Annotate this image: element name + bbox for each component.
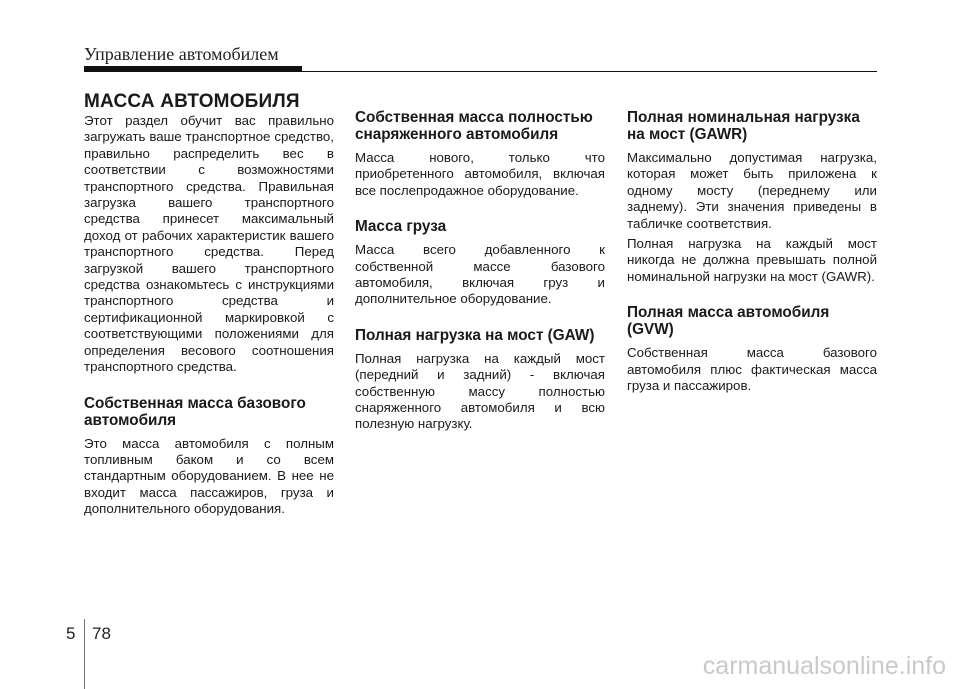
- subsection-heading: Полная масса автомобиля (GVW): [627, 304, 830, 339]
- text-column-3: [627, 109, 877, 394]
- subsection-heading: Масса груза: [355, 218, 447, 236]
- subsection-heading: Полная нагрузка на мост (GAW): [355, 326, 595, 344]
- page-number-divider: [84, 619, 85, 689]
- body-paragraph: Это масса автомобиля с полным топливным баком и со всем стандартным оборудованием. В нее не входит масса пассажиров, груза и дополнительного оборудования.: [84, 435, 334, 517]
- body-paragraph: Полная нагрузка на каждый мост (передний и задний) - включая собственную массу полностью снаряженного автомобиля и всю полезную нагрузку.: [355, 350, 605, 432]
- chapter-number: 5: [66, 624, 76, 643]
- body-paragraph: Масса всего добавленного к собственной массе базового автомобиля, включая груз и дополнительное оборудование.: [355, 242, 605, 307]
- subsection-heading: Полная номинальная нагрузка на мост (GAWR): [627, 109, 860, 143]
- text-column-2: [355, 109, 605, 433]
- body-paragraph: Полная нагрузка на каждый мост никогда не должна превышать полной номинальной нагрузки на мост (GAWR).: [627, 236, 877, 284]
- subsection-heading: Собственная масса базового автомобиля: [84, 394, 306, 429]
- body-paragraph: Собственная масса базового автомобиля плюс фактическая масса груза и пассажиров.: [627, 345, 877, 394]
- text-column-1: [84, 113, 334, 518]
- header-rule: [84, 71, 877, 72]
- page-number: 78: [92, 624, 111, 643]
- body-paragraph: Масса нового, только что приобретенного автомобиля, включая все послепродажное оборудование.: [355, 150, 605, 198]
- body-paragraph: Этот раздел обучит вас правильно загружать ваше транспортное средство, правильно распределить вес в соответствии с возможностями транспортного средства. Правильная загрузка вашего транспортного средства принесет максимальный доход от рабочих характеристик вашего транспортного средства. Перед загрузкой вашего транспортного средства ознакомьтесь с инструкциями транспортного средства и сертификационной маркировкой с соответствующими положениями для определения весового соотношения транспортного средства.: [84, 113, 334, 375]
- subsection-heading: Собственная масса полностью снаряженного автомобиля: [355, 109, 593, 143]
- section-title: МАССА АВТОМОБИЛЯ: [84, 91, 300, 112]
- body-paragraph: Максимально допустимая нагрузка, которая может быть приложена к одному мосту (переднему или заднему). Эти значения приведены в табличке соответствия.: [627, 150, 877, 231]
- running-header-title: Управление автомобилем: [84, 44, 279, 64]
- watermark-text: carmanualsonline.info: [702, 652, 946, 680]
